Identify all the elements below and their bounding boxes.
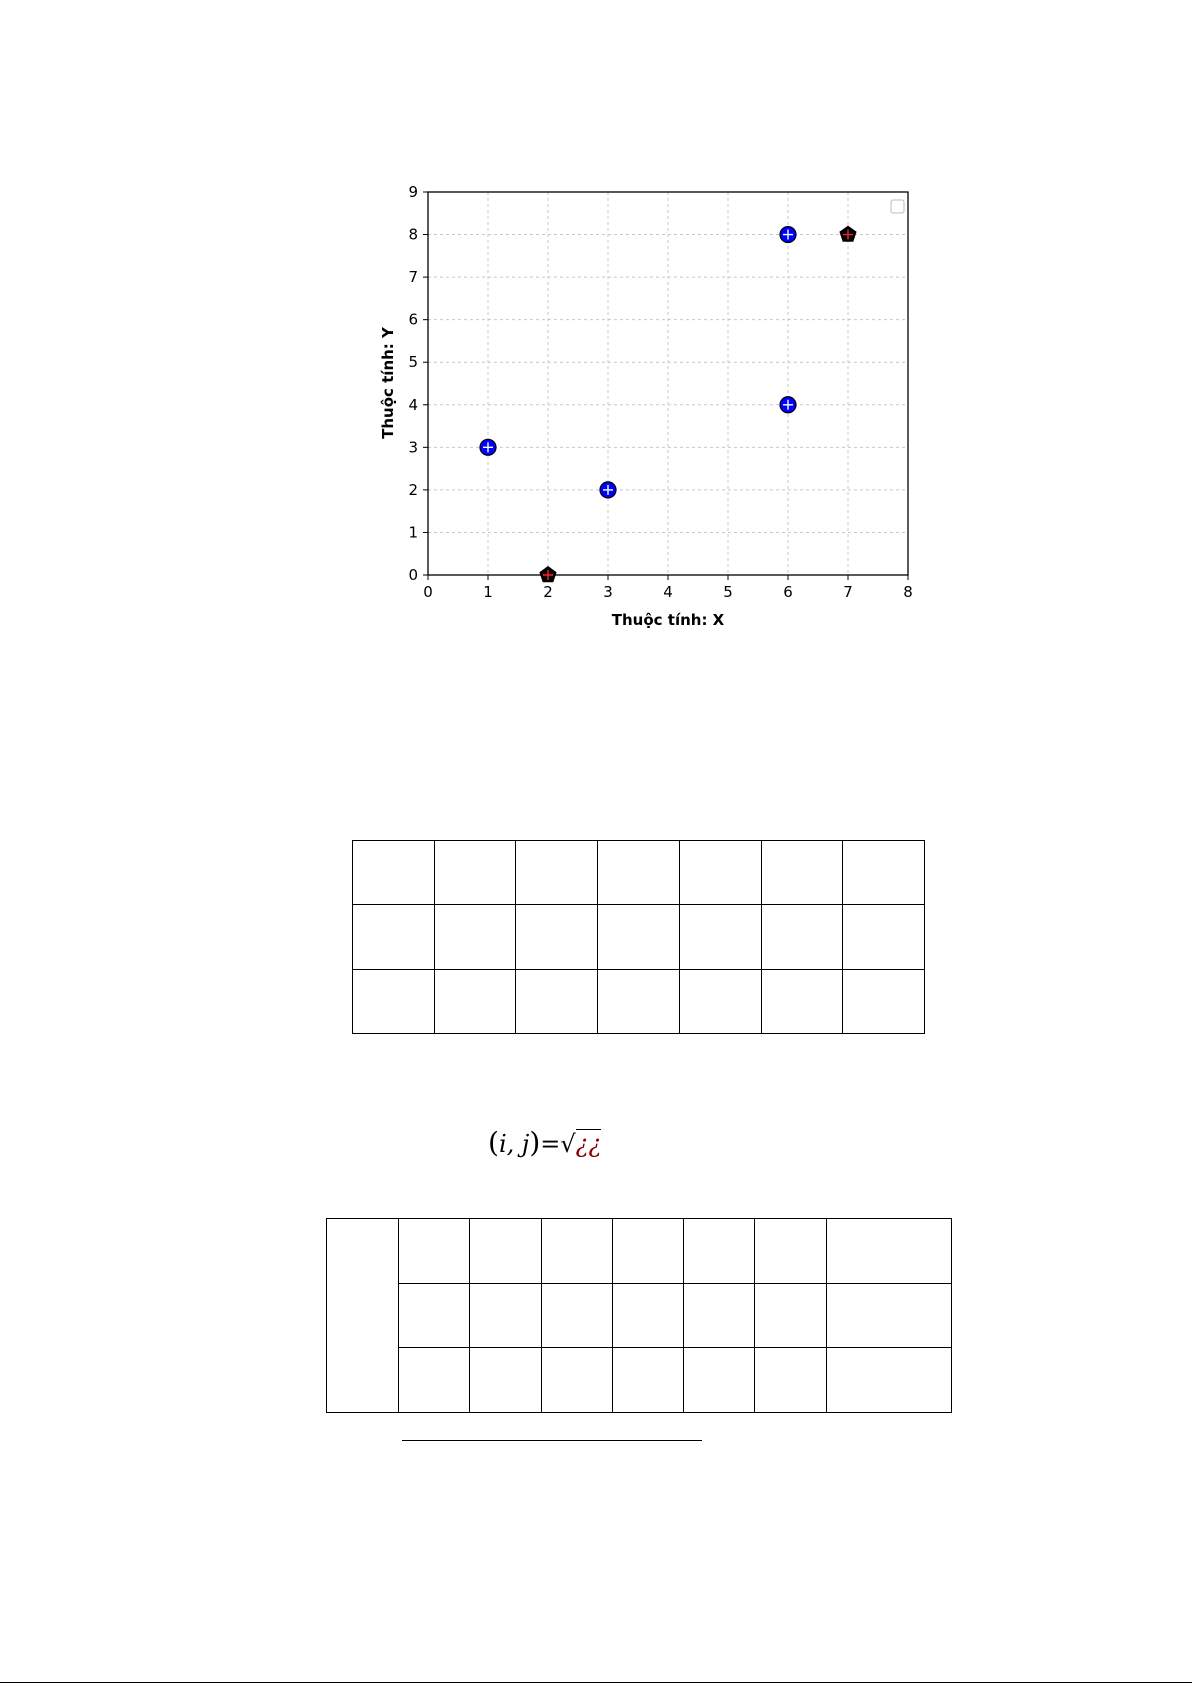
distance-formula: [488, 1126, 601, 1159]
y-tick-label: 2: [408, 480, 418, 499]
scatter-chart: [0, 0, 1192, 680]
table-cell: [843, 905, 925, 969]
table-cell: [684, 1219, 755, 1284]
x-tick-label: 2: [543, 583, 553, 601]
table-cell: [843, 969, 925, 1033]
table-cell: [679, 841, 761, 905]
y-tick-label: 5: [408, 353, 418, 372]
empty-table-1: [352, 840, 925, 1034]
y-tick-label: 8: [408, 225, 418, 244]
x-tick-label: 6: [783, 583, 793, 601]
y-tick-label: 0: [408, 566, 418, 584]
table-cell: [541, 1219, 612, 1284]
sqrt-icon: √: [560, 1130, 576, 1158]
table-cell: [541, 1283, 612, 1348]
y-tick-label: 6: [408, 310, 418, 329]
table-cell: [612, 1283, 684, 1348]
y-tick-label: 3: [408, 438, 418, 457]
table-cell: [827, 1348, 952, 1413]
x-axis-label: Thuộc tính: X: [611, 611, 725, 629]
table-cell: [469, 1348, 541, 1413]
table-cell: [684, 1348, 755, 1413]
table-cell: [516, 841, 598, 905]
x-tick-label: 0: [423, 583, 433, 601]
table-cell: [755, 1283, 827, 1348]
table-row: [327, 1348, 952, 1413]
table-row: [353, 969, 925, 1033]
table-cell: [827, 1283, 952, 1348]
table-cell: [541, 1348, 612, 1413]
table-cell: [598, 841, 680, 905]
table-cell: [516, 905, 598, 969]
x-tick-label: 7: [843, 583, 853, 601]
formula-close-paren: ): [529, 1126, 541, 1159]
legend-box: [891, 200, 904, 213]
table-row: [353, 905, 925, 969]
table-cell: [434, 905, 516, 969]
table-cell: [761, 905, 843, 969]
table-cell: [434, 969, 516, 1033]
y-tick-label: 4: [408, 395, 418, 414]
formula-radicand: ¿¿: [575, 1130, 602, 1158]
table-cell: [398, 1283, 469, 1348]
chart-grid: [428, 192, 908, 575]
formula-equals: =: [540, 1130, 561, 1158]
table-row: [327, 1283, 952, 1348]
table-cell: [353, 905, 435, 969]
table-cell: [469, 1283, 541, 1348]
x-tick-label: 1: [483, 583, 493, 601]
table-cell: [761, 969, 843, 1033]
y-tick-label: 1: [408, 523, 418, 542]
x-tick-label: 4: [663, 583, 673, 601]
table-cell: [516, 969, 598, 1033]
table-cell: [684, 1283, 755, 1348]
table-cell: [469, 1219, 541, 1284]
footnote-separator: [402, 1440, 702, 1441]
table-cell: [755, 1219, 827, 1284]
table-cell: [434, 841, 516, 905]
empty-table-2: [326, 1218, 952, 1413]
table-cell: [353, 969, 435, 1033]
table-cell: [761, 841, 843, 905]
page-bottom-border: [0, 1682, 1192, 1683]
table-cell: [755, 1348, 827, 1413]
table-cell: [679, 969, 761, 1033]
axis-ticks: [408, 183, 912, 601]
table-row: [353, 841, 925, 905]
table-cell: [843, 841, 925, 905]
x-tick-label: 5: [723, 583, 733, 601]
y-tick-label: 9: [408, 183, 418, 201]
table-cell: [398, 1219, 469, 1284]
table-cell: [353, 841, 435, 905]
formula-variables: i, j: [498, 1130, 530, 1158]
y-axis-label: Thuộc tính: Y: [379, 327, 397, 439]
table-cell: [598, 969, 680, 1033]
x-tick-label: 8: [903, 583, 913, 601]
table-cell: [612, 1219, 684, 1284]
x-tick-label: 3: [603, 583, 613, 601]
table-cell: [827, 1219, 952, 1284]
y-tick-label: 7: [408, 268, 418, 287]
merged-cell: [327, 1219, 399, 1413]
table-row: [327, 1219, 952, 1284]
table-cell: [398, 1348, 469, 1413]
table-cell: [598, 905, 680, 969]
table-cell: [612, 1348, 684, 1413]
formula-open-paren: (: [488, 1126, 499, 1159]
table-cell: [679, 905, 761, 969]
